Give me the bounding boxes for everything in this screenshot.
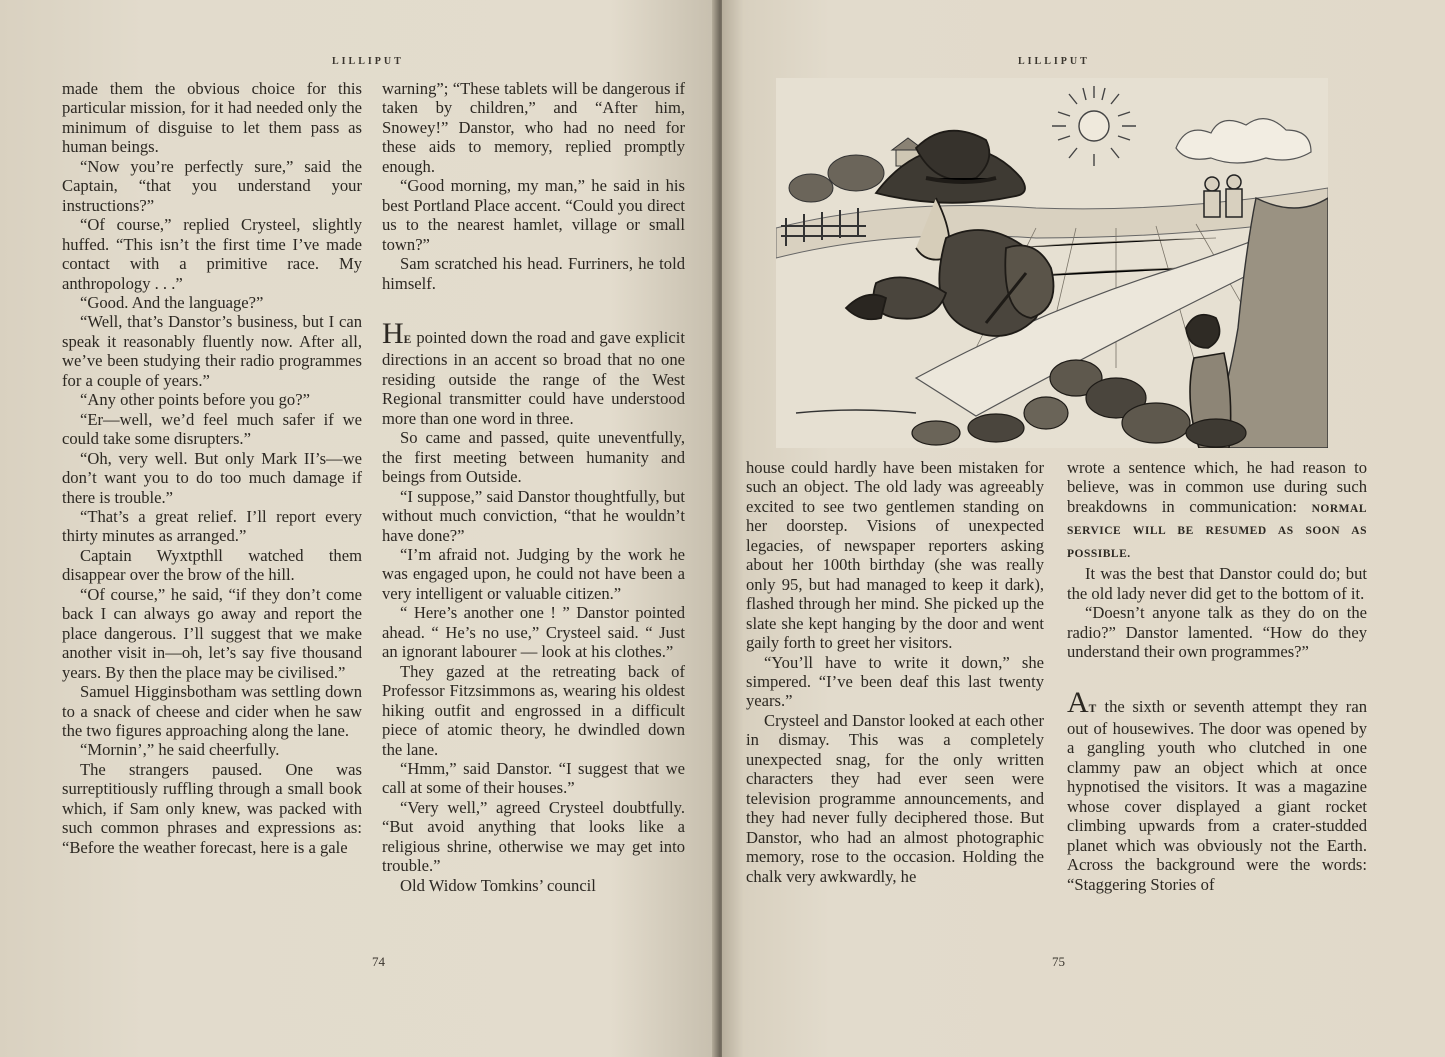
paragraph: “Doesn’t anyone talk as they do on the radio?” Danstor lamented. “How do they understand their own programmes?” <box>1067 603 1367 662</box>
page-number: 75 <box>1052 954 1065 969</box>
paragraph: Old Widow Tomkins’ council <box>400 875 596 895</box>
paragraph: warning”; “These tablets will be dangerous if taken by children,” and “After him, Snowey!” Danstor, who had no need for these aids to memory, replied promptly enough. <box>382 79 685 176</box>
paragraph: “You’ll have to write it down,” she simpered. “I’ve been deaf this last twenty years.” <box>746 652 1044 711</box>
paragraph: Crysteel and Danstor looked at each other in dismay. This was a completely unexpected snag, for the only written characters they had ever seen were television programme announcements, and they had never fully deciphered those. But Danstor, who had an almost photographic memory, rose to the occasion. Holding the chalk very awkwardly, he <box>746 710 1044 886</box>
paragraph: Sam scratched his head. Furriners, he told himself. <box>382 254 685 293</box>
section-opening <box>1067 685 1367 895</box>
small-cap: E <box>403 333 412 346</box>
paragraph: “Oh, very well. But only Mark II’s—we don’t want you to do too much damage if there is trouble.” <box>62 448 362 507</box>
paragraph-text: wrote a sentence which, he had reason to believe, was in common use during such breakdowns in communication: <box>1067 458 1367 516</box>
section-opening <box>382 316 685 428</box>
paragraph-list <box>382 428 685 895</box>
paragraph: “Er—well, we’d feel much safer if we could take some disrupters.” <box>62 409 362 449</box>
right-column-1 <box>746 458 1044 886</box>
paragraph: “I’m afraid not. Judging by the work he was engaged upon, he could not have been a very intelligent or valuable citizen.” <box>382 544 685 603</box>
paragraph: “Now you’re perfectly sure,” said the Captain, “that you understand your instructions?” <box>62 156 362 215</box>
paragraph: “Very well,” agreed Crysteel doubtfully. “But avoid anything that looks like a religious shrine, otherwise we may get into trouble.” <box>382 797 685 876</box>
running-head: LILLIPUT <box>332 56 404 67</box>
paragraph-text: the sixth or seventh attempt they ran out of housewives. The door was opened by a gangling youth who clutched in one clammy paw an object which at once hypnotised the visitors. It was a magazine whose cover displayed a giant rocket climbing upwards from a crater-studded planet which was obviously not the Earth. Across the background were the words: “Staggering Stories of <box>1067 696 1367 894</box>
paragraph: “Mornin’,” he said cheerfully. <box>80 740 280 760</box>
running-head: LILLIPUT <box>1018 56 1090 67</box>
paragraph: “I suppose,” said Danstor thoughtfully, but without much conviction, “that he wouldn’t have done?” <box>382 486 685 545</box>
paragraph: “Good. And the language?” <box>80 292 264 312</box>
paragraph-list <box>382 79 685 293</box>
drop-cap: A <box>1067 685 1089 719</box>
paragraph: “Well, that’s Danstor’s business, but I can speak it reasonably fluently now. After all, we’ve been studying their radio programmes for a couple of years.” <box>62 312 362 390</box>
paragraph: The strangers paused. One was surreptitiously ruffling through a small book which, if Sam only knew, was packed with such common phrases and expressions as: “Before the weather forecast, here is a gale <box>62 759 362 857</box>
left-page <box>0 0 718 1057</box>
drop-cap: H <box>382 316 404 350</box>
paragraph: “That’s a great relief. I’ll report every thirty minutes as arranged.” <box>62 506 362 546</box>
paragraph-text: pointed down the road and gave explicit directions in an accent so broad that no one residing outside the range of the West Regional transmitter could have understood more than one word in three. <box>382 327 685 428</box>
paragraph: made them the obvious choice for this particular mission, for it had needed only the minimum of disguise to let them pass as human beings. <box>62 79 362 157</box>
paragraph: “Of course,” he said, “if they don’t come back I can always go away and report the place dangerous. I’ll suggest that we make another visit in—oh, let’s say five thousand years. By then the place may be civilised.” <box>62 584 362 682</box>
paragraph: Captain Wyxtpthll watched them disappear over the brow of the hill. <box>62 545 362 585</box>
paragraph-list <box>62 79 362 857</box>
left-column-1 <box>62 79 362 857</box>
paragraph <box>1067 458 1367 564</box>
paragraph-list <box>1067 564 1367 661</box>
paragraph: “Hmm,” said Danstor. “I suggest that we call at some of their houses.” <box>382 758 685 798</box>
paragraph: “Good morning, my man,” he said in his best Portland Place accent. “Could you direct us to the nearest hamlet, village or small town?” <box>382 176 685 254</box>
paragraph: So came and passed, quite uneventfully, the first meeting between humanity and beings from Outside. <box>382 428 685 487</box>
paragraph: Samuel Higginsbotham was settling down to a snack of cheese and cider when he saw the two figures approaching along the lane. <box>62 682 362 740</box>
left-column-2 <box>382 79 685 895</box>
paragraph: They gazed at the retreating back of Professor Fitzsimmons as, wearing his oldest hiking outfit and engrossed in a difficult piece of atomic theory, he dwindled down the lane. <box>382 661 685 759</box>
paragraph: “Of course,” replied Crysteel, slightly huffed. “This isn’t the first time I’ve made contact with a primitive race. My anthropology . . .” <box>62 215 362 293</box>
right-column-2 <box>1067 458 1367 894</box>
cartoon-illustration <box>776 78 1328 448</box>
notice-text: NORMAL SERVICE WILL BE RESUMED AS SOON AS POSSIBLE. <box>1067 502 1367 560</box>
paragraph: house could hardly have been mistaken for such an object. The old lady was agreeably excited to see two gentlemen standing on her doorstep. Visions of unexpected legacies, of newspaper reporters asking about her 100th birthday (she was really only 95, but had managed to keep it dark), flashed through her mind. She picked up the slate she kept hanging by the door and went gaily forth to greet her visitors. <box>746 458 1044 653</box>
paragraph-list <box>746 458 1044 886</box>
paragraph: “Any other points before you go?” <box>80 390 310 410</box>
paragraph: “ Here’s another one ! ” Danstor pointed ahead. “ He’s no use,” Crysteel said. “ Just an ignorant labourer — look at his clothes.” <box>382 603 685 662</box>
small-cap: T <box>1088 702 1097 715</box>
page-number: 74 <box>372 954 385 969</box>
paragraph: It was the best that Danstor could do; but the old lady never did get to the bottom of it. <box>1067 564 1367 603</box>
